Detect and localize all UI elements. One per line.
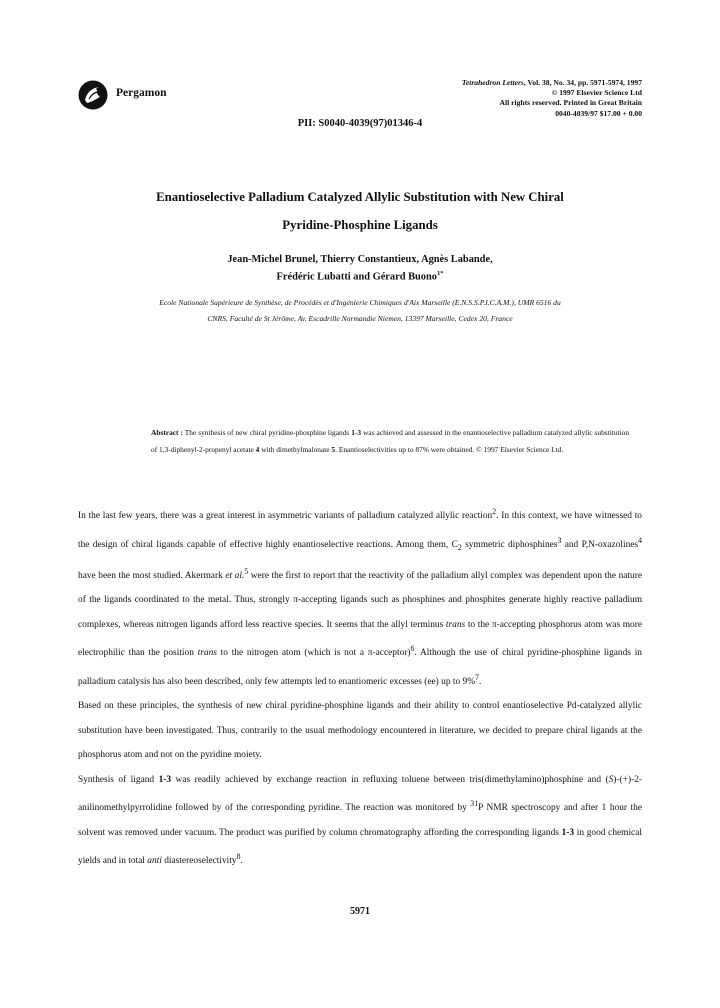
paragraph-2: Based on these principles, the synthesis of new chiral pyridine-phosphine ligands and their ability to control enantioselective Pd-catalyzed allylic substitution have been investigated. Thus, contrarily to the usual methodology encountered in literature, we decided to prepare chiral ligands at the phosphorus atom and not on the pyridine moiety. (78, 701, 642, 761)
title-line-1: Enantioselective Palladium Catalyzed Allylic Substitution with New Chiral (156, 190, 564, 204)
text-run: )-(+)-2-anilinomethylpyrrolidine followed by of the corresponding pyridine. The reaction was monitored by (78, 774, 643, 814)
text-run: to the π-accepting phosphorus atom was more electrophilic than the position (78, 619, 642, 659)
pii: PII: S0040-4039(97)01346-4 (297, 118, 423, 129)
affiliation-line-1: Ecole Nationale Supérieure de Synthèse, de Procédès et d'Ingénierie Chimiques d'Aix Marseille (E.N.S.S.P.I.C.A.M.), UMR 6516 du (159, 298, 561, 307)
citation-ref: 2 (492, 507, 497, 516)
text-run: . (478, 676, 482, 687)
title-line-2: Pyridine-Phosphine Ligands (282, 218, 438, 232)
citation-ref: 8 (236, 851, 241, 861)
journal-name: Tetrahedron Letters (461, 78, 524, 87)
italic-text: et al. (225, 571, 245, 582)
text-run: . Although the use of chiral pyridine-phosphine ligands in palladium catalysis has also been described, only few attempts led to enantiomeric excesses (ee) up to 9% (78, 648, 642, 687)
authors-line-2-text: Frédéric Lubatti and Gérard Buono (276, 270, 437, 282)
italic-text: anti (147, 856, 162, 867)
text-run: Synthesis of ligand (78, 774, 159, 785)
text-run: diastereoselectivity (161, 856, 237, 867)
citation-ref: 4 (638, 535, 642, 545)
price-line: 0040-4039/97 $17.00 + 0.00 (555, 108, 642, 118)
affiliation (70, 295, 650, 327)
body-text (78, 500, 642, 873)
abstract (151, 425, 629, 458)
citation-ref: 3 (557, 535, 562, 545)
paper-title (80, 183, 640, 239)
compound-ref: 1-3 (561, 827, 575, 838)
citation-ref: 5 (244, 566, 249, 576)
rights-line: All rights reserved. Printed in Great Britain (499, 98, 642, 108)
paragraph-1 (78, 500, 642, 694)
compound-ref: 1-3 (158, 774, 172, 785)
text-run: were the first to report that the reactivity of the palladium allyl complex was dependent upon the nature of the ligands coordinated to the metal. Thus, strongly π-accepting ligands such as phosphines and phosphites generate highly reactive palladium complexes, whereas nitrogen ligands afford less reactive species. It seems that the allyl terminus (78, 571, 642, 630)
citation-ref: 6 (410, 644, 415, 654)
abstract-text: was achieved and assessed in the enantioselective palladium catalyzed allylic substitution of 1,3-diphenyl-2-propenyl acetate (151, 428, 630, 454)
journal-info (462, 78, 642, 119)
text-run: in good chemical yields and in total (78, 827, 642, 867)
isotope-mark: 31 (470, 798, 479, 808)
author-mark: 1* (436, 269, 444, 277)
text-run: was readily achieved by exchange reaction in refluxing toluene between tris(dimethylamino)phosphine and ( (171, 774, 609, 785)
text-run: and P,N-oxazolines (561, 539, 639, 550)
text-run: . (240, 856, 243, 867)
text-run: have been the most studied. Akermark (78, 571, 226, 582)
compound-ref: 5 (331, 444, 336, 454)
copyright-line: © 1997 Elsevier Science Ltd (551, 88, 642, 98)
authors (80, 253, 640, 283)
abstract-text: . Enantioselectivities up to 87% were obtained. © 1997 Elsevier Science Ltd. (335, 444, 564, 454)
text-run: to the nitrogen atom (which is not a π-acceptor) (216, 648, 411, 659)
abstract-label: Abstract : (151, 428, 183, 437)
text-run: P NMR spectroscopy and after 1 hour the solvent was removed under vacuum. The product was purified by column chromatography affording the corresponding ligands (78, 803, 642, 838)
text-run: symmetric diphosphines (461, 539, 558, 550)
journal-volume: , Vol. 38, No. 34, pp. 5971-5974, 1997 (523, 78, 642, 87)
compound-ref: 4 (255, 444, 260, 454)
publisher-logo (78, 80, 108, 110)
compound-ref: 1-3 (351, 428, 362, 437)
affiliation-line-2: CNRS, Faculté de St Jérôme, Av. Escadrille Normandie Niemen, 13397 Marseille, Cedex 20, France (207, 314, 513, 323)
text-run: . In this context, we have witnessed to the design of chiral ligands capable of effective highly enantioselective reactions. Among them, C (78, 511, 642, 550)
italic-text: trans (445, 619, 466, 630)
journal-citation (462, 78, 642, 88)
abstract-text: The synthesis of new chiral pyridine-phosphine ligands (182, 428, 352, 437)
italic-text: S (608, 774, 614, 785)
authors-line-1: Jean-Michel Brunel, Thierry Constantieux, Agnès Labande, (227, 254, 493, 265)
publisher-name: Pergamon (116, 87, 167, 99)
abstract-text: with dimethylmalonate (259, 444, 332, 454)
text-run: In the last few years, there was a great interest in asymmetric variants of palladium catalyzed allylic reaction (78, 511, 493, 522)
authors-line-2 (80, 267, 640, 284)
paragraph-3 (78, 768, 642, 874)
italic-text: trans (197, 648, 217, 659)
subscript: 2 (457, 542, 462, 552)
citation-ref: 7 (475, 672, 479, 682)
page-number: 5971 (350, 906, 370, 917)
